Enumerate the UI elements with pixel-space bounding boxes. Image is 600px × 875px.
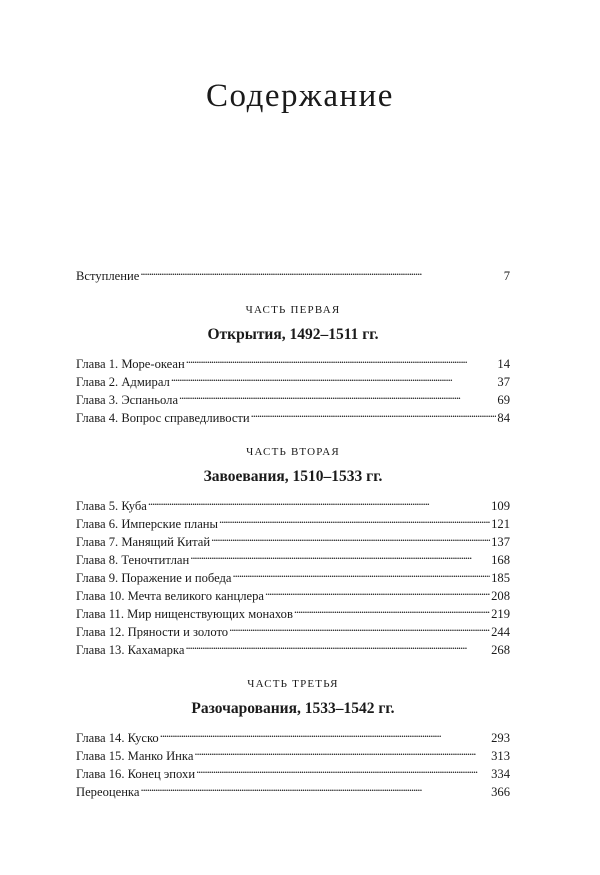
part-title: Завоевания, 1510–1533 гг. <box>203 468 383 485</box>
dot-leader <box>251 404 497 422</box>
dot-leader <box>265 582 490 600</box>
part-section-2 <box>76 445 510 657</box>
entry-page-number: 121 <box>491 517 510 531</box>
dot-leader <box>171 368 497 386</box>
entry-label: Глава 12. Пряности и золото <box>76 625 229 639</box>
entry-page-number: 109 <box>491 499 510 513</box>
dot-leader <box>194 742 490 760</box>
dot-leader <box>140 778 490 796</box>
entry-page-number: 244 <box>491 625 510 639</box>
dot-leader <box>179 386 496 404</box>
entry-label: Глава 13. Кахамарка <box>76 643 185 657</box>
dot-leader <box>140 262 502 280</box>
entry-label: Глава 8. Теночтитлан <box>76 553 190 567</box>
entry-page-number: 208 <box>491 589 510 603</box>
part-title: Разочарования, 1533–1542 гг. <box>191 700 395 717</box>
entry-label: Вступление <box>76 269 140 283</box>
dot-leader <box>160 724 490 742</box>
entry-page-number: 7 <box>503 269 510 283</box>
entry-label: Глава 14. Куско <box>76 731 159 745</box>
entry-label: Глава 9. Поражение и победа <box>76 571 232 585</box>
dot-leader <box>196 760 490 778</box>
part-label: ЧАСТЬ ВТОРАЯ <box>246 446 340 458</box>
parts-container <box>76 303 510 799</box>
entry-page-number: 219 <box>491 607 510 621</box>
toc-entry[interactable] <box>76 724 510 745</box>
part-section-3 <box>76 677 510 799</box>
dot-leader <box>294 600 490 618</box>
part-label: ЧАСТЬ ТРЕТЬЯ <box>247 678 339 690</box>
entry-page-number: 334 <box>491 767 510 781</box>
entry-label: Глава 4. Вопрос справедливости <box>76 411 250 425</box>
entry-page-number: 69 <box>497 393 510 407</box>
toc-entry[interactable] <box>76 492 510 513</box>
entry-label: Глава 5. Куба <box>76 499 147 513</box>
entry-page-number: 14 <box>497 357 510 371</box>
dot-leader <box>229 618 490 636</box>
page-title: Содержание <box>206 78 394 114</box>
dot-leader <box>190 546 490 564</box>
part-label: ЧАСТЬ ПЕРВАЯ <box>245 304 341 316</box>
entry-page-number: 268 <box>491 643 510 657</box>
entry-label: Глава 16. Конец эпохи <box>76 767 196 781</box>
part-title: Открытия, 1492–1511 гг. <box>207 326 379 343</box>
entry-page-number: 185 <box>491 571 510 585</box>
entry-page-number: 168 <box>491 553 510 567</box>
chapter-list <box>76 350 510 425</box>
entry-label: Глава 15. Манко Инка <box>76 749 194 763</box>
entry-label: Глава 3. Эспаньола <box>76 393 179 407</box>
entry-label: Глава 10. Мечта великого канцлера <box>76 589 264 603</box>
dot-leader <box>211 528 490 546</box>
entry-page-number: 137 <box>491 535 510 549</box>
dot-leader <box>185 636 490 654</box>
dot-leader <box>219 510 490 528</box>
entry-page-number: 366 <box>491 785 510 799</box>
entry-page-number: 37 <box>497 375 510 389</box>
dot-leader <box>233 564 491 582</box>
entry-label: Глава 2. Адмирал <box>76 375 170 389</box>
dot-leader <box>148 492 490 510</box>
dot-leader <box>186 350 497 368</box>
part-section-1 <box>76 303 510 425</box>
chapter-list <box>76 724 510 799</box>
entry-label: Глава 1. Море-океан <box>76 357 185 371</box>
toc-entry[interactable] <box>76 778 510 799</box>
entry-label: Переоценка <box>76 785 140 799</box>
toc-entry[interactable] <box>76 350 510 371</box>
entry-page-number: 293 <box>491 731 510 745</box>
entry-page-number: 313 <box>491 749 510 763</box>
toc-entry-intro[interactable] <box>76 262 510 283</box>
table-of-contents <box>76 262 510 799</box>
chapter-list <box>76 492 510 657</box>
entry-label: Глава 7. Манящий Китай <box>76 535 211 549</box>
entry-label: Глава 11. Мир нищенствующих монахов <box>76 607 293 621</box>
entry-page-number: 84 <box>497 411 510 425</box>
entry-label: Глава 6. Имперские планы <box>76 517 219 531</box>
